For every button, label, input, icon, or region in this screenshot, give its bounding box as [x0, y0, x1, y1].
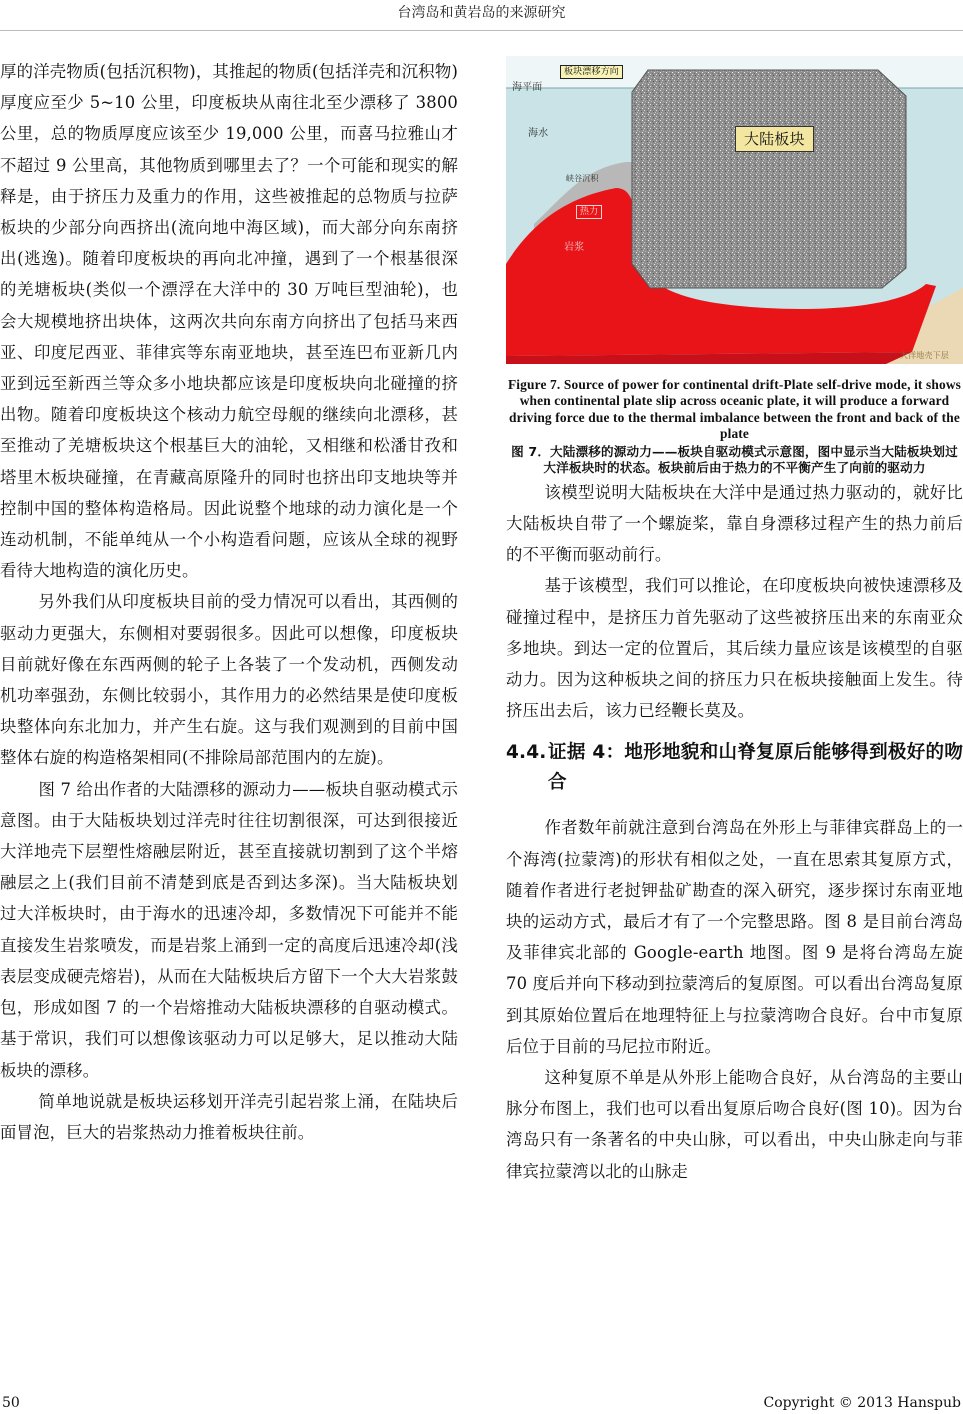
left-column	[0, 56, 458, 1148]
journal-article-title: 台湾岛和黄岩岛的来源研究	[397, 5, 566, 21]
body-paragraph: 厚的洋壳物质(包括沉积物)，其推起的物质(包括洋壳和沉积物)厚度应至少 5~10 公里，印度板块从南往北至少漂移了 3800 公里，总的物质厚度应该至少 19,000 公里，而喜马拉雅山才不超过 9 公里高，其他物质到哪里去了？一个可能和现实的解释是，由于挤压力及重力的作用，这些被推起的总物质与拉萨板块的少部分向西挤出(流向地中海区域)，而大部分向东南挤出(逃逸)。随着印度板块的再向北冲撞，遇到了一个根基很深的羌塘板块(类似一个漂浮在大洋中的 30 万吨巨型油轮)，也会大规模地挤出块体，这两次共向东南方向挤出了包括马来西亚、印度尼西亚、菲律宾等东南亚地块，甚至连巴布亚新几内亚到远至新西兰等众多小地块都应该是印度板块向北碰撞的挤出物。随着印度板块这个核动力航空母舰的继续向北漂移，甚至推动了羌塘板块这个根基巨大的油轮，又相继和松潘甘孜和塔里木板块碰撞，在青藏高原隆升的同时也挤出印支地块等并控制中国的整体构造格局。因此说整个地球的动力演化是一个连动机制，不能单纯从一个小构造看问题，应该从全球的视野看待大地构造的演化历史。	[0, 62, 458, 581]
copyright-notice: Copyright © 2013 Hanspub	[763, 1395, 961, 1411]
body-paragraph: 作者数年前就注意到台湾岛在外形上与菲律宾群岛上的一个海湾(拉蒙湾)的形状有相似之处，一直在思索其复原方式，随着作者进行老挝钾盐矿勘查的深入研究，逐步探讨东南亚地块的运动方式，最后才有了一个完整思路。图 8 是目前台湾岛及菲律宾北部的 Google-earth 地图。图 9 是将台湾岛左旋 70 度后并向下移动到拉蒙湾后的复原图。可以看出台湾岛复原到其原始位置后在地理特征上与拉蒙湾吻合良好。台中市复原后位于目前的马尼拉市附近。	[506, 818, 963, 1056]
body-paragraph: 这种复原不单是从外形上能吻合良好，从台湾岛的主要山脉分布图上，我们也可以看出复原后吻合良好(图 10)。因为台湾岛只有一条著名的中央山脉，可以看出，中央山脉走向与菲律宾拉蒙湾以北的山脉走	[506, 1068, 963, 1181]
body-paragraph: 该模型说明大陆板块在大洋中是通过热力驱动的，就好比大陆板块自带了一个螺旋桨，靠自身漂移过程产生的热力前后的不平衡而驱动前行。	[506, 482, 963, 565]
figure-7-diagram	[506, 56, 963, 364]
section-number: 4.4.	[506, 742, 547, 764]
trench-sediment-label: 峡谷沉积	[566, 174, 599, 183]
magma-label: 岩浆	[564, 242, 585, 253]
figure-caption-chinese: 图 7．大陆漂移的源动力——板块自驱动模式示意图，图中显示当大陆板块划过大洋板块时的状态。板块前后由于热力的不平衡产生了向前的驱动力	[511, 443, 958, 476]
section-title: 证据 4：地形地貌和山脊复原后能够得到极好的吻合	[548, 742, 963, 794]
running-header	[0, 0, 963, 30]
body-paragraph: 另外我们从印度板块目前的受力情况可以看出，其西侧的驱动力更强大，东侧相对要弱很多。因此可以想像，印度板块目前就好像在东西两侧的轮子上各装了一个发动机，西侧发动机功率强劲，东侧比较弱小，其作用力的必然结果是使印度板块整体向东北加力，并产生右旋。这与我们观测到的目前中国整体右旋的构造格架相同(不排除局部范围内的左旋)。	[0, 592, 458, 768]
seawater-label: 海水	[528, 128, 549, 139]
plate-drive-illustration	[506, 56, 963, 364]
figure-caption-english: Figure 7. Source of power for continental drift-Plate self-drive mode, it shows when continental plate slip across oceanic plate, it will produce a forward driving force due to the thermal imbalance between the front and back of the plate	[507, 377, 962, 442]
continental-plate-block	[632, 70, 906, 288]
drift-direction-label: 板块漂移方向	[560, 65, 623, 79]
oceanic-lower-crust-label: 大洋地壳下层	[900, 351, 949, 360]
body-paragraph: 基于该模型，我们可以推论，在印度板块向被快速漂移及碰撞过程中，是挤压力首先驱动了这些被挤压出来的东南亚众多地块。到达一定的位置后，其后续力量应该是该模型的自驱动力。因为这种板块之间的挤压力只在板块接触面上发生。待挤压出去后，该力已经鞭长莫及。	[506, 576, 963, 721]
body-paragraph: 图 7 给出作者的大陆漂移的源动力——板块自驱动模式示意图。由于大陆板块划过洋壳时往往切割很深，可达到很接近大洋地壳下层塑性熔融层附近，甚至直接就切割到了这个半熔融层之上(我们目前不清楚到底是否到达多深)。当大陆板块划过大洋板块时，由于海水的迅速冷却，多数情况下可能并不能直接发生岩浆喷发，而是岩浆上涌到一定的高度后迅速冷却(浅表层变成硬壳熔岩)，从而在大陆板块后方留下一个大大岩浆鼓包，形成如图 7 的一个岩熔推动大陆板块漂移的自驱动模式。基于常识，我们可以想像该驱动力可以足够大，足以推动大陆板块的漂移。	[0, 779, 458, 1080]
body-paragraph: 简单地说就是板块运移划开洋壳引起岩浆上涌，在陆块后面冒泡，巨大的岩浆热动力推着板块往前。	[0, 1091, 458, 1142]
continental-plate-label: 大陆板块	[735, 126, 814, 152]
sea-level-label: 海平面	[512, 82, 543, 93]
right-column	[506, 56, 963, 1187]
section-heading	[506, 738, 963, 798]
header-divider	[0, 30, 963, 31]
thermal-force-label: 热力	[576, 205, 602, 219]
page-number: 50	[2, 1395, 20, 1411]
